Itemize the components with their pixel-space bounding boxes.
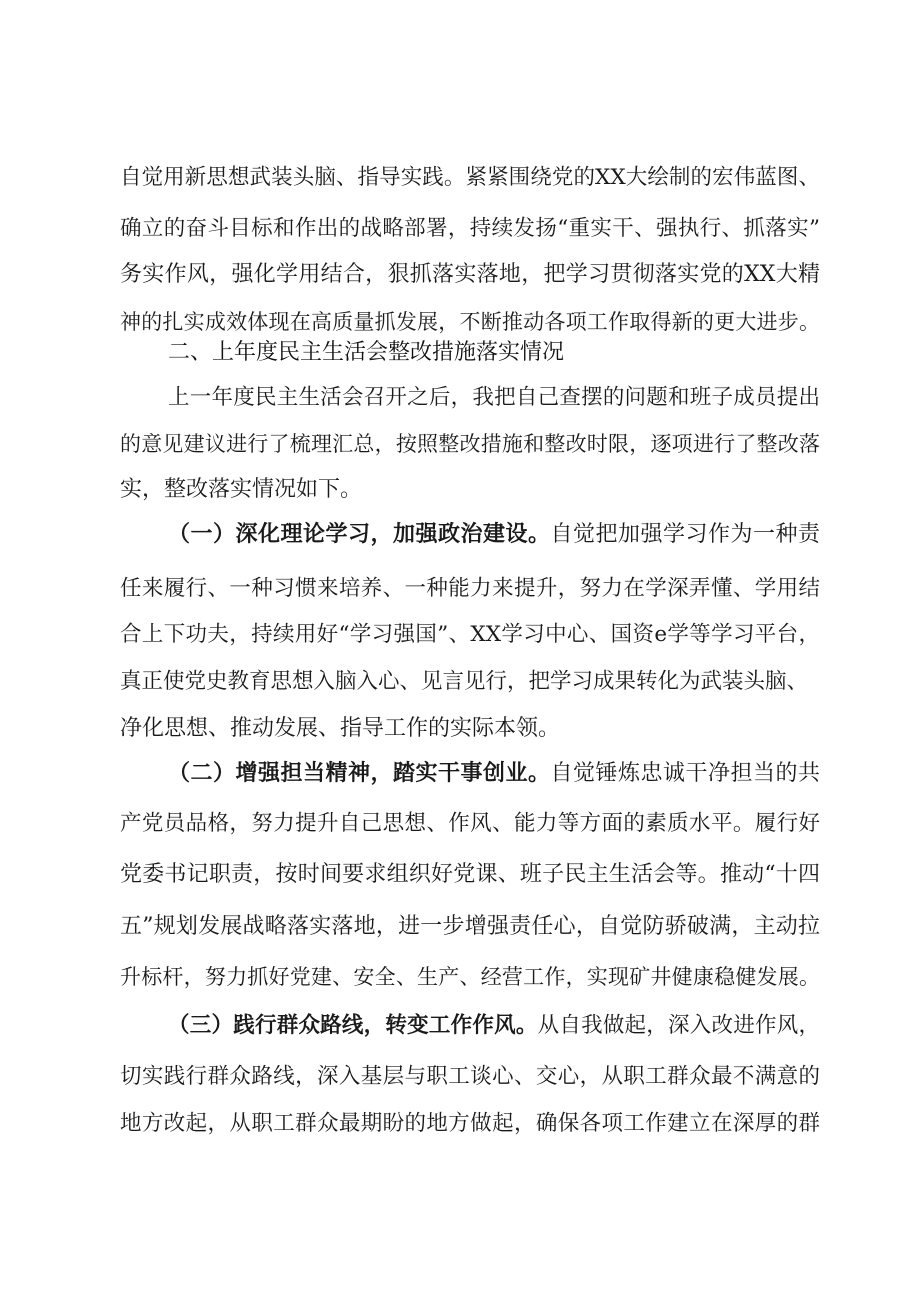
paragraph-line: 五”规划发展战略落实落地，进一步增强责任心，自觉防骄破满，主动拉 <box>120 914 820 939</box>
item-title: （一）深化理论学习，加强政治建设。 <box>168 522 551 547</box>
paragraph-line: 升标杆，努力抓好党建、安全、生产、经营工作，实现矿井健康稳健发展。 <box>120 965 820 989</box>
section-heading: 二、上年度民主生活会整改措施落实情况 <box>168 340 565 365</box>
item-first-line <box>168 520 820 550</box>
paragraph-line: 党委书记职责，按时间要求组织好党课、班子民主生活会等。推动“十四 <box>120 862 820 887</box>
item-title: （二）增强担当精神，踏实干事创业。 <box>168 761 551 786</box>
item-first-line <box>168 759 820 789</box>
paragraph-line: 切实践行群众路线，深入基层与职工谈心、交心，从职工群众最不满意的 <box>120 1064 820 1089</box>
paragraph-line: 上一年度民主生活会召开之后，我把自己查摆的问题和班子成员提出 <box>168 385 820 410</box>
paragraph-line: 产党员品格，努力提升自己思想、作风、能力等方面的素质水平。履行好 <box>120 811 820 836</box>
paragraph-line: 真正使党史教育思想入脑入心、见言见行，把学习成果转化为武装头脑、 <box>120 669 809 694</box>
paragraph-line: 实，整改落实情况如下。 <box>120 477 363 502</box>
paragraph-line: 合上下功夫，持续用好“学习强国”、XX学习中心、国资e学等学习平台， <box>120 622 820 647</box>
paragraph-line: 务实作风，强化学用结合，狠抓落实落地，把学习贯彻落实党的XX大精 <box>120 262 820 287</box>
paragraph-line: 神的扎实成效体现在高质量抓发展，不断推动各项工作取得新的更大进步。 <box>120 310 820 334</box>
paragraph-line: 自觉用新思想武装头脑、指导实践。紧紧围绕党的XX大绘制的宏伟蓝图、 <box>120 165 820 190</box>
paragraph-line: 任来履行、一种习惯来培养、一种能力来提升，努力在学深弄懂、学用结 <box>120 576 820 601</box>
paragraph-line: 净化思想、推动发展、指导工作的实际本领。 <box>120 716 561 741</box>
item-first-line <box>168 1011 820 1041</box>
paragraph-line: 确立的奋斗目标和作出的战略部署，持续发扬“重实干、强执行、抓落实” <box>120 216 820 241</box>
item-text: 自觉锤炼忠诚干净担当的共 <box>550 761 820 786</box>
paragraph-line: 地方改起，从职工群众最期盼的地方做起，确保各项工作建立在深厚的群 <box>120 1111 820 1136</box>
item-title: （三）践行群众路线，转变工作作风。 <box>168 1013 538 1038</box>
paragraph-line: 的意见建议进行了梳理汇总，按照整改措施和整改时限，逐项进行了整改落 <box>120 432 820 456</box>
item-text: 从自我做起，深入改进作风， <box>537 1013 820 1038</box>
item-text: 自觉把加强学习作为一种责 <box>550 522 820 547</box>
